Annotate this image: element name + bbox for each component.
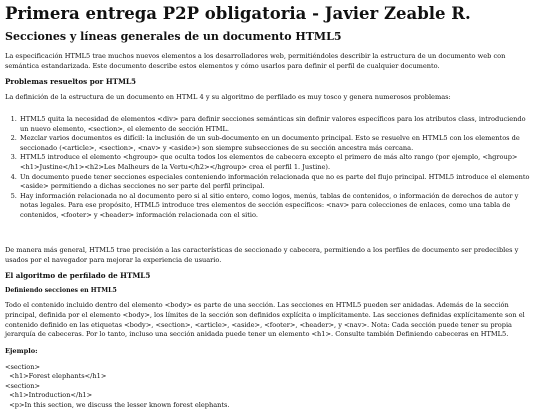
page-title: Primera entrega P2P obligatoria - Javier Zeable R.	[5, 4, 471, 23]
algorithm-heading: El algoritmo de perfilado de HTML5	[5, 271, 151, 281]
problems-list	[5, 115, 535, 220]
code-line: <section>	[5, 362, 41, 371]
code-line: <section>	[5, 381, 41, 390]
code-line: <h1>Forest elephants</h1>	[5, 372, 107, 381]
example-label: Ejemplo:	[5, 346, 38, 355]
page-subtitle: Secciones y líneas generales de un documento HTML5	[5, 29, 342, 43]
list-item: 3. HTML5 introduce el elemento <hgroup> que oculta todos los elementos de cabecera excepto el primero de más alto rango (por ejemplo, <hgroup> <h1>Justine</h1><h2>Les Malheurs de la Vertu</h2></hgroup> crea el perfil 1. Justine).	[19, 153, 535, 172]
code-line: <p>In this section, we discuss the lesser known forest elephants.	[5, 400, 230, 409]
defining-paragraph: Todo el contenido incluido dentro del elemento <body> es parte de una sección. Las secciones en HTML5 pueden ser anidadas. Además de la sección principal, definida por el elemento <body>, los límites de la sección son definidos explícita o implícitamente. Las secciones definidas explícitamente son el contenido definido en las etiquetas <body>, <section>, <article>, <aside>, <footer>, <header>, y <nav>. Nota: Cada sección puede tener su propia jerarquía de cabeceras. Por lo tanto, incluso una sección anidada puede tener un elemento <h1>. Consulte también Definiendo cabeceras en HTML5.	[5, 301, 525, 339]
code-example	[5, 363, 535, 410]
summary-paragraph: De manera más general, HTML5 trae precisión a las características de seccionado y cabecera, permitiendo a los perfiles de documento ser predecibles y usados por el navegador para mejorar la experiencia de usuario.	[5, 246, 519, 264]
problems-heading: Problemas resueltos por HTML5	[5, 77, 136, 87]
defining-heading: Definiendo secciones en HTML5	[5, 287, 117, 295]
code-line: <h1>Introduction</h1>	[5, 391, 93, 400]
list-item: 1. HTML5 quita la necesidad de elementos <div> para definir secciones semánticas sin definir valores específicos para los atributos class, introduciendo un nuevo elemento, <section>, el elemento de sección HTML.	[19, 115, 535, 134]
list-item: 5. Hay información relacionada no al documento pero si al sitio entero, como logos, menús, tablas de contenidos, o información de derechos de autor y notas legales. Para ese propósito, HTML5 introduce tres elementos de sección específicos: <nav> para colecciones de enlaces, como una tabla de contenidos, <footer> y <header> información relacionada con el sitio.	[19, 192, 535, 221]
list-item: 4. Un documento puede tener secciones especiales conteniendo información relacionada que no es parte del flujo principal. HTML5 introduce el elemento <aside> permitiendo a dichas secciones no ser parte del perfil principal.	[19, 173, 535, 192]
list-item: 2. Mezclar varios documentos es difícil: la inclusión de un sub-documento en un documento principal. Esto se resuelve en HTML5 con los elementos de seccionado (<article>, <section>, <nav> y <aside>) son siempre subsecciones de su sección ancestra más cercana.	[19, 134, 535, 153]
intro-paragraph: La especificación HTML5 trae muchos nuevos elementos a los desarrolladores web, permitiéndoles describir la estructura de un documento web con semántica estandarizada. Este documento describe estos elementos y cómo usarlos para definir el perfil de cualquier documento.	[5, 51, 506, 70]
problems-intro: La definición de la estructura de un documento en HTML 4 y su algoritmo de perfilado es muy tosco y genera numerosos problemas:	[5, 92, 451, 101]
